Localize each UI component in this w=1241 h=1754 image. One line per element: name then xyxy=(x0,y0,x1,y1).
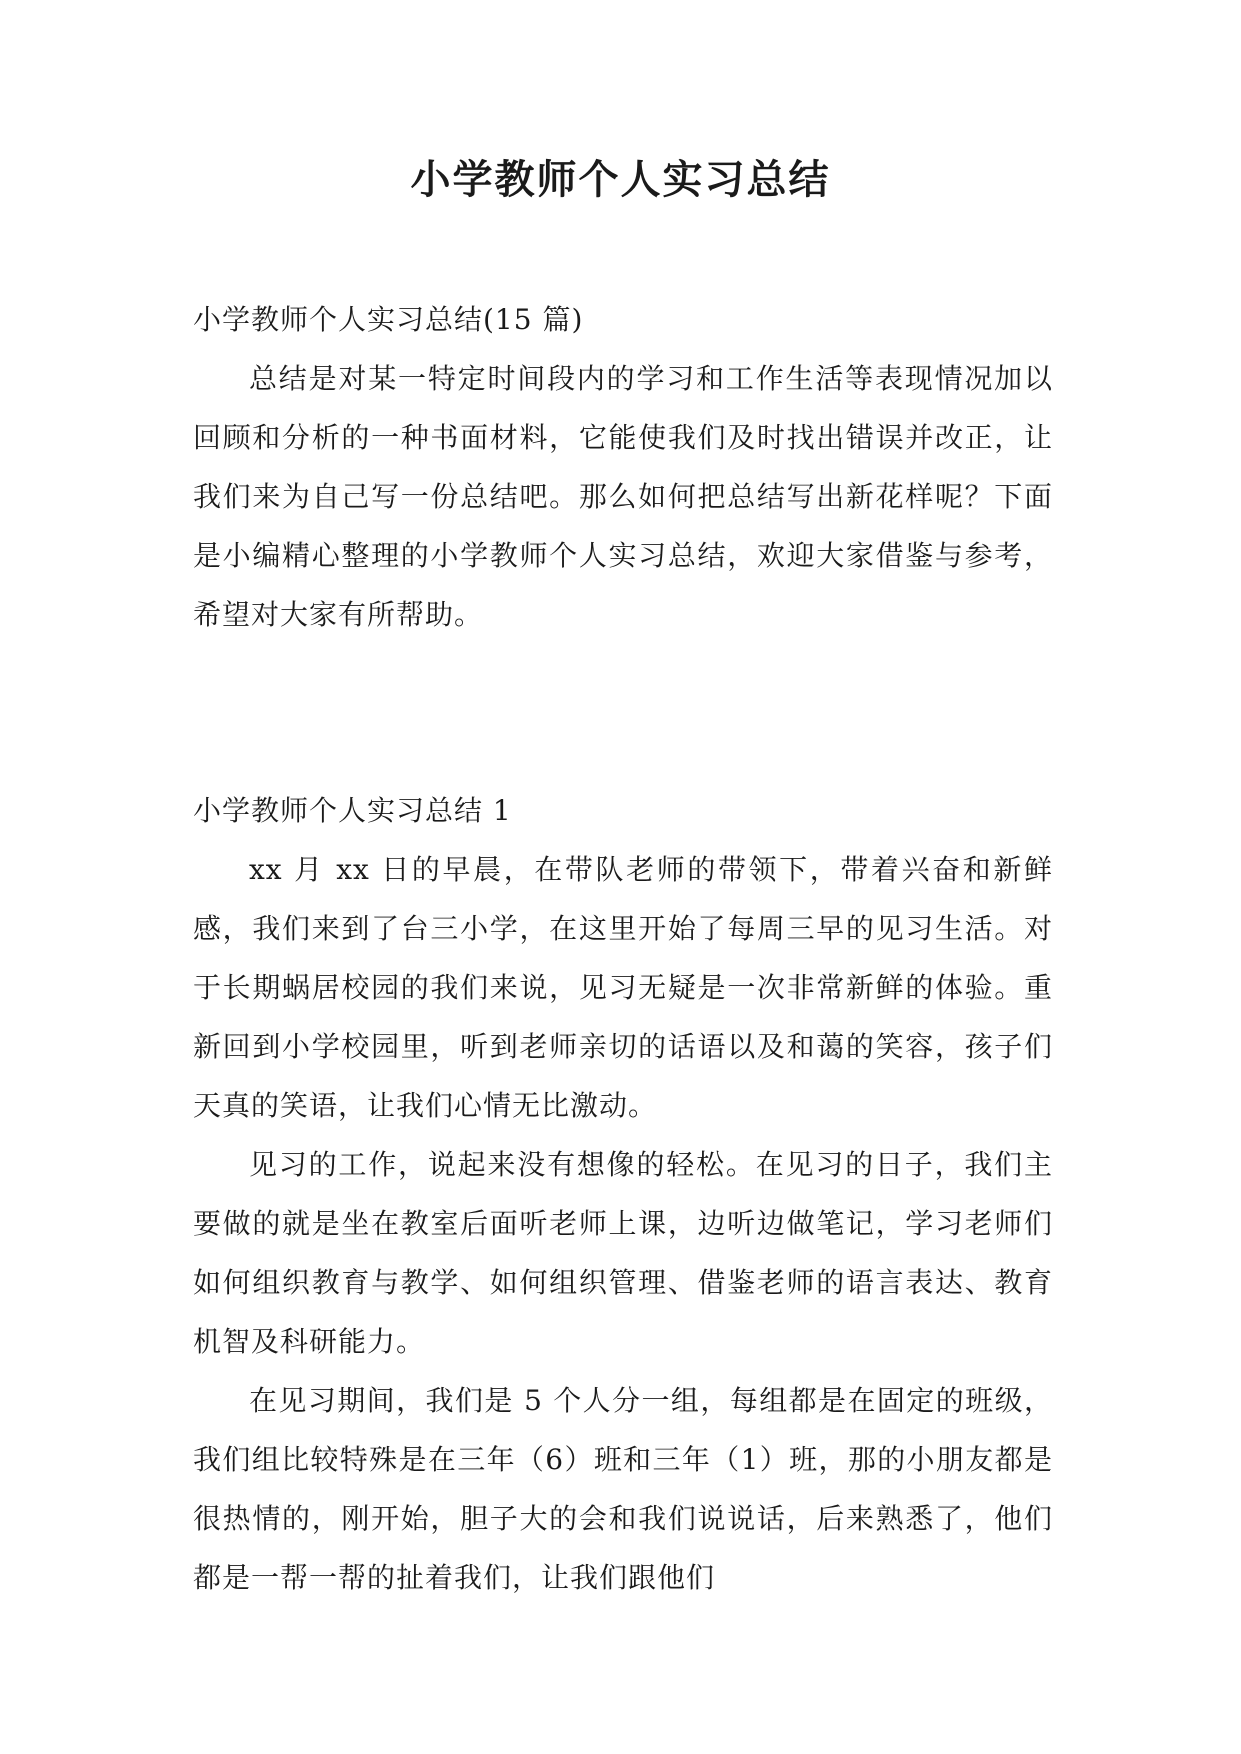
document-body xyxy=(193,290,1053,1607)
body-paragraph: 见习的工作，说起来没有想像的轻松。在见习的日子，我们主要做的就是坐在教室后面听老师上课，边听边做笔记，学习老师们如何组织教育与教学、如何组织管理、借鉴老师的语言表达、教育机智及科研能力。 xyxy=(193,1148,1053,1358)
body-paragraph: xx 月 xx 日的早晨，在带队老师的带领下，带着兴奋和新鲜感，我们来到了台三小学，在这里开始了每周三早的见习生活。对于长期蜗居校园的我们来说，见习无疑是一次非常新鲜的体验。重新回到小学校园里，听到老师亲切的话语以及和蔼的笑容，孩子们天真的笑语，让我们心情无比激动。 xyxy=(193,853,1053,1122)
section-heading: 小学教师个人实习总结 1 xyxy=(193,794,512,827)
body-paragraph: 在见习期间，我们是 5 个人分一组，每组都是在固定的班级，我们组比较特殊是在三年（6）班和三年（1）班，那的小朋友都是很热情的，刚开始，胆子大的会和我们说说话，后来熟悉了，他们都是一帮一帮的扯着我们，让我们跟他们 xyxy=(193,1384,1053,1594)
document-subtitle: 小学教师个人实习总结(15 篇) xyxy=(193,303,584,336)
section-spacer xyxy=(193,644,1053,781)
intro-paragraph: 总结是对某一特定时间段内的学习和工作生活等表现情况加以回顾和分析的一种书面材料，它能使我们及时找出错误并改正，让我们来为自己写一份总结吧。那么如何把总结写出新花样呢？下面是小编精心整理的小学教师个人实习总结，欢迎大家借鉴与参考，希望对大家有所帮助。 xyxy=(193,362,1053,631)
document-title: 小学教师个人实习总结 xyxy=(410,156,831,203)
